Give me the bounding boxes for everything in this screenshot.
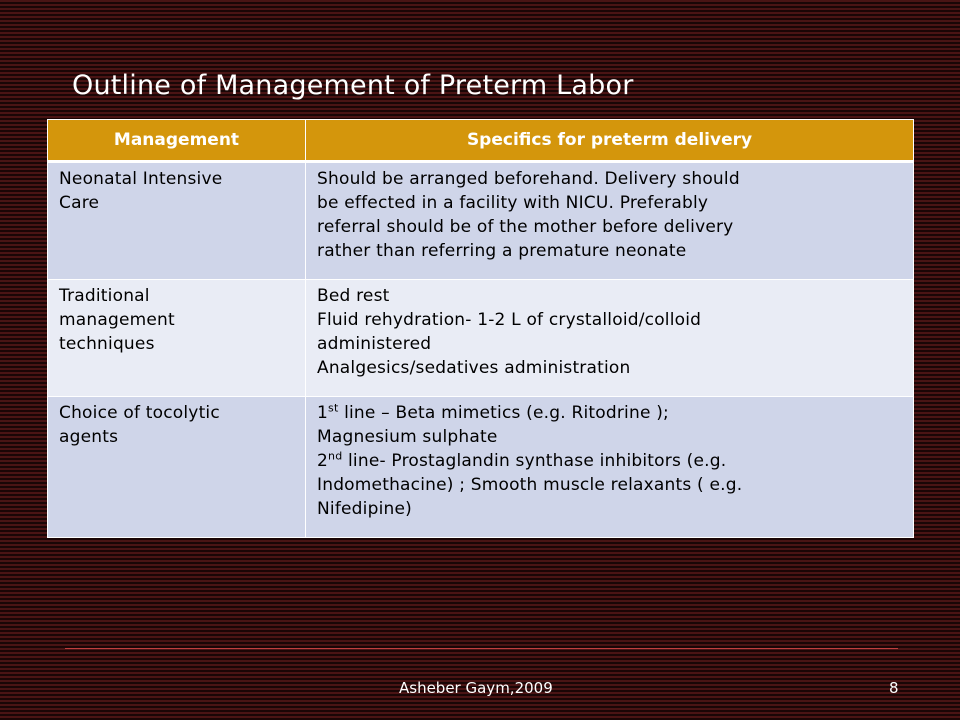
cell-line: Indomethacine) ; Smooth muscle relaxants ( e.g. bbox=[317, 475, 743, 495]
cell-line: Traditional bbox=[59, 286, 150, 306]
management-table bbox=[47, 119, 914, 538]
cell-line: be effected in a facility with NICU. Preferably bbox=[317, 193, 709, 213]
specifics-cell bbox=[306, 397, 914, 538]
line-text: line- Prostaglandin synthase inhibitors (e.g. bbox=[342, 451, 727, 471]
footer-author: Asheber Gaym,2009 bbox=[399, 679, 553, 697]
cell-line: rather than referring a premature neonate bbox=[317, 241, 687, 261]
cell-line: Magnesium sulphate bbox=[317, 427, 498, 447]
cell-line: Analgesics/sedatives administration bbox=[317, 358, 631, 378]
table-row bbox=[48, 397, 914, 538]
specifics-cell bbox=[306, 162, 914, 280]
cell-line: Neonatal Intensive bbox=[59, 169, 223, 189]
table-row bbox=[48, 162, 914, 280]
header-management: Management bbox=[48, 120, 306, 162]
cell-line: Bed rest bbox=[317, 286, 390, 306]
cell-line: administered bbox=[317, 334, 432, 354]
table-row bbox=[48, 280, 914, 397]
cell-line: Should be arranged beforehand. Delivery should bbox=[317, 169, 740, 189]
cell-line bbox=[317, 401, 903, 425]
ordinal-number: 1 bbox=[317, 403, 329, 423]
specifics-cell bbox=[306, 280, 914, 397]
page-number: 8 bbox=[889, 679, 899, 697]
ordinal-number: 2 bbox=[317, 451, 329, 471]
slide-title: Outline of Management of Preterm Labor bbox=[72, 70, 634, 101]
management-cell bbox=[48, 397, 306, 538]
cell-line: techniques bbox=[59, 334, 155, 354]
cell-line bbox=[317, 449, 903, 473]
cell-line: Choice of tocolytic bbox=[59, 403, 220, 423]
management-cell bbox=[48, 162, 306, 280]
management-cell bbox=[48, 280, 306, 397]
footer-divider bbox=[65, 648, 898, 649]
cell-line: Fluid rehydration- 1-2 L of crystalloid/colloid bbox=[317, 310, 702, 330]
cell-line: Care bbox=[59, 193, 100, 213]
cell-line: Nifedipine) bbox=[317, 499, 412, 519]
line-text: line – Beta mimetics (e.g. Ritodrine ); bbox=[338, 403, 669, 423]
cell-line: referral should be of the mother before delivery bbox=[317, 217, 734, 237]
header-specifics: Specifics for preterm delivery bbox=[306, 120, 914, 162]
table-header-row bbox=[48, 120, 914, 162]
cell-line: agents bbox=[59, 427, 119, 447]
ordinal-suffix: st bbox=[328, 401, 339, 415]
cell-line: management bbox=[59, 310, 175, 330]
ordinal-suffix: nd bbox=[328, 449, 343, 463]
